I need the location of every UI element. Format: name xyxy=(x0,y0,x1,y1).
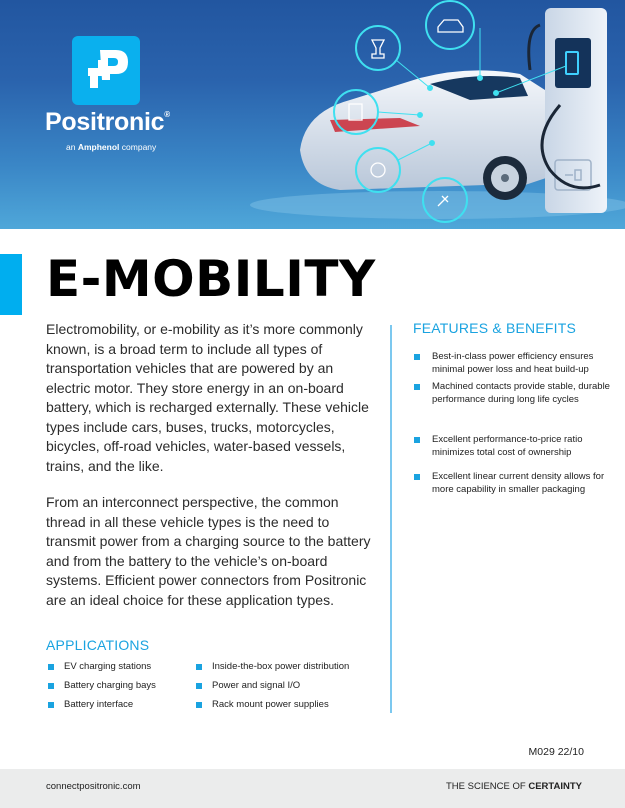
application-item: EV charging stations xyxy=(64,661,152,672)
footer-website-link[interactable]: connectpositronic.com xyxy=(46,781,141,792)
hero-banner xyxy=(0,0,625,229)
feature-item: Excellent performance-to-price ratio minimizes total cost of ownership xyxy=(432,434,583,458)
logo-p-cross-icon xyxy=(72,36,140,105)
title-accent-bar xyxy=(0,254,22,315)
bullet-icon xyxy=(414,437,420,443)
tagline-company: Amphenol xyxy=(77,142,120,152)
bullet-icon xyxy=(414,384,420,390)
application-item: Battery interface xyxy=(64,699,134,710)
bullet-icon xyxy=(196,702,202,708)
bullet-icon xyxy=(196,664,202,670)
tagline-prefix: an xyxy=(66,142,76,152)
footer-tagline xyxy=(446,781,582,792)
application-item: Battery charging bays xyxy=(64,680,156,691)
feature-item: Machined contacts provide stable, durable performance during long life cycles xyxy=(432,381,610,405)
bullet-icon xyxy=(414,474,420,480)
page-title: E-MOBILITY xyxy=(46,250,376,308)
application-item: Rack mount power supplies xyxy=(212,699,329,710)
column-divider xyxy=(390,325,392,713)
footer xyxy=(0,769,625,808)
bullet-icon xyxy=(414,354,420,360)
applications-heading: APPLICATIONS xyxy=(46,637,150,653)
registered-mark: ® xyxy=(164,110,170,119)
footer-tagline-prefix: THE SCIENCE OF xyxy=(446,781,526,792)
bullet-icon xyxy=(48,702,54,708)
tagline-suffix: company xyxy=(121,142,157,152)
bullet-icon xyxy=(196,683,202,689)
feature-item: Excellent linear current density allows for more capability in smaller packaging xyxy=(432,471,605,495)
brand-name-text: Positronic xyxy=(45,108,165,136)
bullet-icon xyxy=(48,683,54,689)
features-heading: FEATURES & BENEFITS xyxy=(413,320,577,336)
bullet-icon xyxy=(48,664,54,670)
application-item: Power and signal I/O xyxy=(212,680,301,691)
application-item: Inside-the-box power distribution xyxy=(212,661,350,672)
trophy-icon xyxy=(356,26,400,70)
brand-tagline xyxy=(66,142,156,152)
car-icon xyxy=(426,1,474,49)
footer-tagline-bold: CERTAINTY xyxy=(528,781,582,792)
intro-paragraph-2: From an interconnect perspective, the common thread in all these vehicle types is the need to transmit power from a charging source to the battery and from the battery to the vehicle’s on-board systems. Efficient power connectors from Positronic are an ideal choice for these application types. xyxy=(46,494,371,608)
feature-item: Best-in-class power efficiency ensures minimal power loss and heat build-up xyxy=(432,351,594,375)
positronic-logo-mark xyxy=(72,36,140,105)
brand-name xyxy=(45,108,170,137)
intro-paragraph-1: Electromobility, or e-mobility as it’s more commonly known, is a broad term to include all types of transportation vehicles that are powered by an electric motor. They store energy in an on-board battery, which is recharged externally. These vehicle types include cars, buses, trucks, motorcycles, bicycles, off-road vehicles, water-based vessels, trains, and the like. xyxy=(46,321,369,474)
document-code: M029 22/10 xyxy=(528,746,584,758)
